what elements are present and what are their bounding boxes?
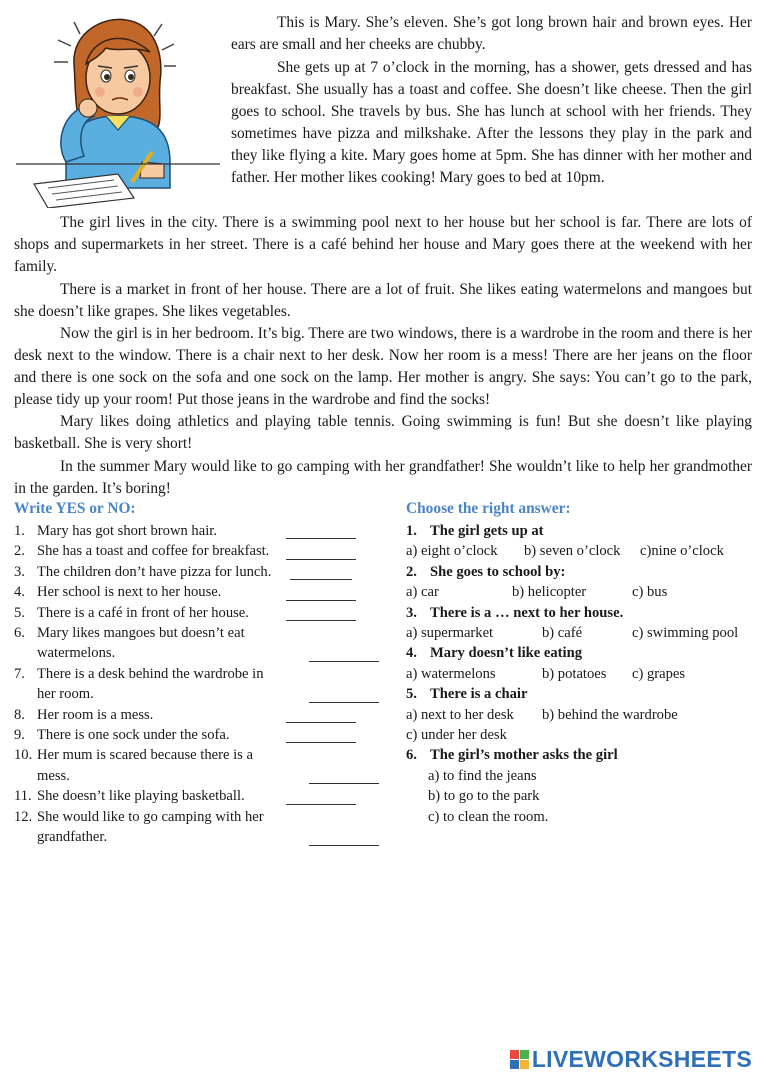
answer-blank[interactable] (286, 742, 356, 743)
answer-blank[interactable] (286, 538, 356, 539)
answer-blank[interactable] (286, 620, 356, 621)
liveworksheets-logo (510, 1046, 752, 1073)
option-b[interactable]: b) helicopter (512, 584, 587, 601)
list-item: 12. She would like to go camping with her grandfather. (14, 807, 273, 848)
option-b[interactable]: b) seven o’clock (524, 543, 621, 560)
question-6: 6. The girl’s mother asks the girl (406, 747, 618, 764)
answer-blank[interactable] (290, 579, 352, 580)
yes-no-list (14, 521, 364, 848)
reading-paragraph-3: The girl lives in the city. There is a swimming pool next to her house but her school is far. There are lots of shops and supermarkets in her street. There is a café behind her house and Mary goes there at the weekend with her family. (14, 214, 752, 276)
question-1: 1. The girl gets up at (406, 523, 544, 539)
answer-blank[interactable] (309, 783, 379, 784)
reading-paragraph-7: In the summer Mary would like to go camping with her grandfather! She wouldn’t like to help her grandmother in the garden. It’s boring! (14, 458, 752, 498)
option-c[interactable]: c) swimming pool (632, 625, 739, 642)
question-2: 2. She goes to school by: (406, 563, 566, 580)
options-5 (406, 705, 756, 725)
list-item: 9. There is one sock under the sofa. (14, 725, 364, 745)
answer-blank[interactable] (309, 702, 379, 703)
options-3 (406, 623, 756, 643)
list-item: 2. She has a toast and coffee for breakfast. (14, 541, 364, 561)
yes-no-heading: Write YES or NO: (14, 500, 136, 517)
answer-blank[interactable] (286, 600, 356, 601)
options-1 (406, 541, 756, 561)
option-c[interactable]: c) under her desk (406, 727, 507, 744)
list-item: 10. Her mum is scared because there is a mess. (14, 745, 273, 786)
option-a[interactable]: a) supermarket (406, 625, 494, 642)
list-item: 7. There is a desk behind the wardrobe in her room. (14, 664, 273, 705)
question-3: 3. There is a … next to her house. (406, 604, 624, 621)
option-b[interactable]: b) behind the wardrobe (542, 706, 678, 723)
reading-paragraph-4: There is a market in front of her house. There are a lot of fruit. She likes eating watermelons and mangoes but she doesn’t like grapes. She likes vegetables. (14, 281, 752, 321)
question-4: 4. Mary doesn’t like eating (406, 645, 583, 662)
answer-blank[interactable] (286, 722, 356, 723)
logo-squares-icon (510, 1050, 529, 1069)
list-item: 5. There is a café in front of her house. (14, 603, 364, 623)
list-item: 1. Mary has got short brown hair. (14, 521, 364, 541)
option-b[interactable]: b) café (542, 625, 583, 642)
option-a[interactable]: a) car (406, 584, 439, 601)
multiple-choice-section (406, 521, 756, 827)
answer-blank[interactable] (286, 804, 356, 805)
option-b[interactable]: b) potatoes (542, 665, 607, 682)
option-a[interactable]: a) to find the jeans (428, 767, 537, 784)
list-item: 8. Her room is a mess. (14, 705, 364, 725)
option-c[interactable]: c) grapes (632, 665, 686, 682)
option-a[interactable]: a) next to her desk (406, 706, 514, 723)
options-4 (406, 664, 756, 684)
answer-blank[interactable] (309, 661, 379, 662)
option-b[interactable]: b) to go to the park (428, 788, 540, 805)
choose-heading: Choose the right answer: (406, 500, 571, 517)
girl-illustration (14, 12, 224, 208)
reading-paragraph-2: She gets up at 7 o’clock in the morning, has a shower, gets dressed and has breakfast. She usually has a toast and coffee. She doesn’t like cheese. Then the girl goes to school. She travels by bus. She has lunch at school with her friends. They sometimes have pizza and milkshake. After the lessons they play in the park and they like flying a kite. Mary goes home at 5pm. She has dinner with her mother and father. Her mother likes cooking! Mary goes to bed at 10pm. (231, 59, 752, 187)
option-a[interactable]: a) watermelons (406, 665, 496, 682)
options-2 (406, 582, 756, 602)
list-item: 4. Her school is next to her house. (14, 582, 364, 602)
answer-blank[interactable] (309, 845, 379, 846)
list-item: 6. Mary likes mangoes but doesn’t eat watermelons. (14, 623, 273, 664)
answer-blank[interactable] (286, 559, 356, 560)
list-item: 11. She doesn’t like playing basketball. (14, 786, 364, 806)
option-c[interactable]: c) to clean the room. (428, 808, 549, 825)
question-5: 5. There is a chair (406, 686, 528, 703)
option-a[interactable]: a) eight o’clock (406, 543, 498, 560)
option-c[interactable]: c)nine o’clock (640, 543, 724, 560)
list-item: 3. The children don’t have pizza for lunch. (14, 562, 364, 582)
reading-paragraph-5: Now the girl is in her bedroom. It’s big. There are two windows, there is a wardrobe in the room and there is her desk next to the window. There is a chair next to her desk. Now her room is a mess! There are her jeans on the floor and there is one sock on the sofa and one sock on the lamp. Her mother is angry. She says: You can’t go to the park, please tidy up your room! Put those jeans in the wardrobe and find the socks! (14, 325, 752, 409)
logo-text: LIVEWORKSHEETS (531, 1046, 752, 1072)
option-c[interactable]: c) bus (632, 584, 668, 601)
reading-paragraph-1: This is Mary. She’s eleven. She’s got long brown hair and brown eyes. Her ears are small and her cheeks are chubby. (231, 14, 752, 54)
reading-paragraph-6: Mary likes doing athletics and playing table tennis. Going swimming is fun! But she doesn’t like playing basketball. She is very short! (14, 413, 752, 453)
